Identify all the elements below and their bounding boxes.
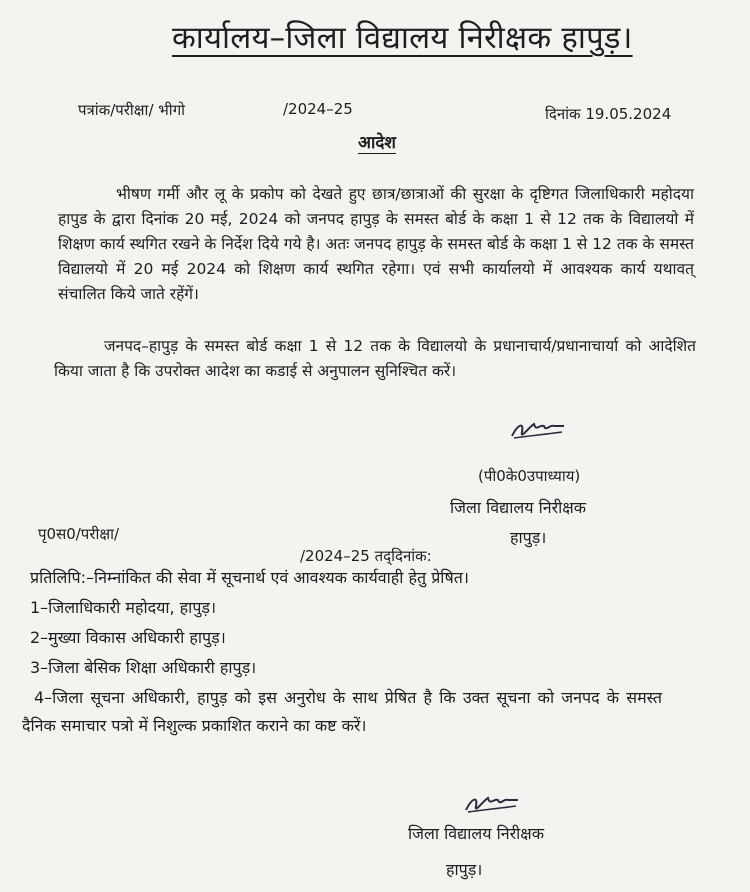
reference-number: पत्रांक/परीक्षा/ भीगो [78,101,186,119]
officer-place: हापुड़। [510,528,547,547]
recipient-item: 1–जिलाधिकारी महोदया, हापुड़। [30,598,217,617]
reference-year: /2024–25 [283,100,353,118]
signatory-place: हापुड़। [446,860,483,879]
order-paragraph-1: भीषण गर्मी और लू के प्रकोप को देखते हुए छात्र/छात्राओं की सुरक्षा के दृष्टिगत जिलाधिकारी महोदया हापुड के द्वारा दिनांक 20 मई, 2024 को जनपद हापुड़ के समस्त बोर्ड के कक्षा 1 से 12 तक के विद्यालयो में शिक्षण कार्य स्थगित रखने के निर्देश दिये गये है। अतः जनपद हापुड़ के समस्त बोर्ड के कक्षा 1 से 12 तक के समस्त विद्यालयो में 20 मई 2024 को शिक्षण कार्य स्थगित रहेगा। एवं सभी कार्यालयो में आवश्यक कार्य यथावत् संचालित किये जाते रहेंगें। [58,185,694,303]
recipient-item: 2–मुख्या विकास अधिकारी हापुड़। [30,628,226,647]
recipient-item: 3–जिला बेसिक शिक्षा अधिकारी हापुड़। [30,658,257,677]
signature-mark [508,414,568,444]
recipient-item: 4–जिला सूचना अधिकारी, हापुड़ को इस अनुरोध के साथ प्रेषित है कि उक्त सूचना को जनपद के समस्त दैनिक समाचार पत्रो में निशुल्क प्रकाशित कराने का कष्ट करें। [22,688,662,735]
signature-mark [462,790,522,818]
copy-intro: प्रतिलिपि:–निम्नांकित की सेवा में सूचनार्थ एवं आवश्यक कार्यवाही हेतु प्रेषित। [30,568,469,587]
office-title: कार्यालय–जिला विद्यालय निरीक्षक हापुड़। [172,20,633,56]
order-paragraph-2: जनपद–हापुड़ के समस्त बोर्ड कक्षा 1 से 12 तक के विद्यालयो के प्रधानाचार्य/प्रधानाचार्या को आदेशित किया जाता है कि उपरोक्त आदेश का कडाई से अनुपालन सुनिश्चित करें। [54,337,696,380]
order-heading: आदेश [358,133,396,153]
copy-reference-date: /2024–25 तद्‌दिनांक: [300,547,432,565]
order-date: दिनांक 19.05.2024 [545,105,672,123]
officer-name: (पी0के0उपाध्याय) [478,467,581,485]
officer-designation: जिला विद्यालय निरीक्षक [450,498,587,517]
copy-reference-number: पृ0स0/परीक्षा/ [38,525,120,543]
signatory-designation: जिला विद्यालय निरीक्षक [408,824,545,843]
